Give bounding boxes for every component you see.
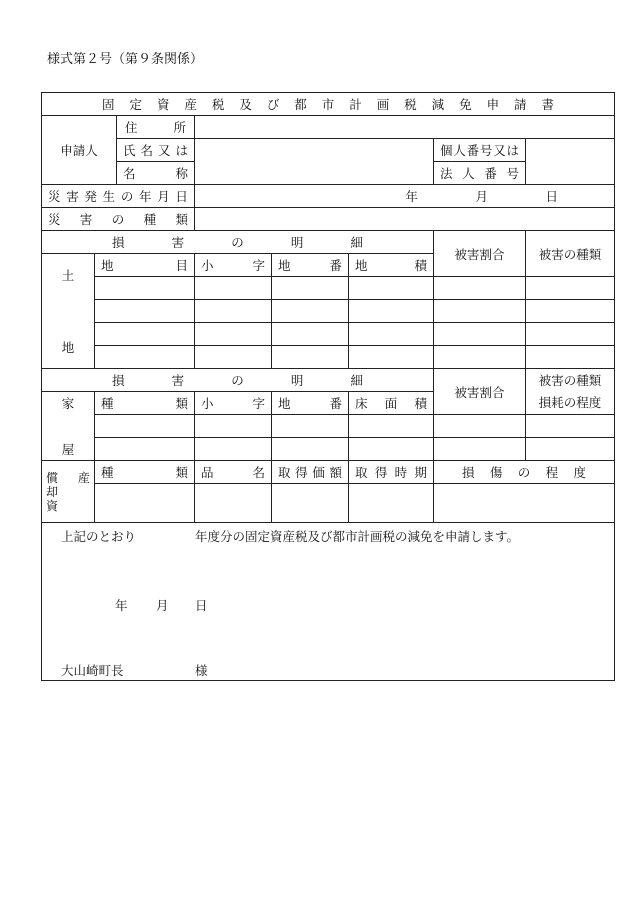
label-char: 減 [431,97,445,112]
label-char: 害 [171,373,185,388]
house-ratio-header: 被害割合 [434,369,526,415]
depreciable-cell[interactable] [272,484,349,523]
depreciable-col-shurui-text [95,463,194,481]
house-char-1: 家 [61,396,75,411]
label-char: び [266,97,280,112]
label-char: 床 [355,396,368,411]
house-col-yukamenseki-text [349,394,433,412]
label-char: 害 [79,212,93,227]
name-label-cell-1 [117,139,195,162]
label-char: 及 [239,97,252,112]
applicant-label: 申請人 [42,116,117,185]
land-col-koaza-text [195,256,271,274]
label-char: 期 [414,465,427,480]
address-label [117,118,194,136]
depreciable-section-text [42,469,94,515]
house-cell[interactable] [349,415,434,438]
label-char: 災 [48,189,61,204]
land-cell[interactable] [526,300,615,323]
label-char: 名 [252,465,265,480]
label-char: 市 [321,97,335,112]
house-type-header-stack [526,369,614,414]
land-cell[interactable] [349,323,434,346]
house-cell[interactable] [526,415,615,438]
house-detail-header-cell [42,369,434,392]
id-number-field[interactable] [526,139,615,185]
land-cell[interactable] [526,346,615,369]
house-section-label [42,392,95,461]
land-cell[interactable] [349,300,434,323]
label-char: 個 [440,143,453,158]
label-char: 画 [376,97,390,112]
house-cell[interactable] [95,438,195,461]
label-char: 額 [329,465,342,480]
depreciable-cell[interactable] [195,484,272,523]
house-col-shurui-text [95,394,194,412]
house-cell[interactable] [434,438,526,461]
addressee: 大山崎町長 [61,663,124,678]
house-col-chiban-text [272,394,348,412]
depreciable-char-4: 資 [46,498,59,513]
declaration-row [42,523,615,681]
declaration-block [42,523,614,680]
land-cell[interactable] [272,323,349,346]
label-char: 損 [112,373,125,388]
label-char: 人 [453,143,466,158]
house-col-yukamenseki [349,392,434,415]
label-char: 番 [329,396,342,411]
land-cell[interactable] [526,323,615,346]
disaster-date-label-cell [42,185,195,208]
label-char: 字 [252,258,265,273]
house-col-koaza-text [195,394,271,412]
label-char: 細 [350,235,363,250]
house-cell[interactable] [195,438,272,461]
house-cell[interactable] [272,438,349,461]
depreciable-col-time [349,461,434,484]
label-char: 産 [184,97,197,112]
id-label-cell-1 [434,139,526,162]
land-section-label [42,254,95,369]
label-char: 明 [290,235,304,250]
year-unit: 年 [405,189,419,204]
label-char: 又 [157,143,171,158]
depreciable-col-degree [434,461,615,484]
land-col-chimoku [95,254,195,277]
label-char: 程 [545,465,559,480]
land-cell[interactable] [434,277,526,300]
label-char: 面 [384,396,398,411]
depreciable-char-3: 却 [46,484,59,499]
label-char: 番 [466,143,480,158]
label-char: の [231,373,244,388]
label-char: 書 [541,97,555,112]
label-char: 称 [175,166,188,181]
land-header-row [42,231,615,254]
land-cell[interactable] [272,346,349,369]
house-cell[interactable] [95,415,195,438]
depreciable-col-time-text [349,463,433,481]
label-char: 類 [175,465,188,480]
depreciable-section-label [42,461,95,523]
depreciable-char-1: 償 [46,470,59,485]
land-cell[interactable] [195,323,272,346]
land-char-2: 地 [61,340,75,355]
month-unit: 月 [475,189,489,204]
label-char: 又 [493,143,506,158]
land-type-header: 被害の種類 [526,231,615,277]
label-char: 税 [404,97,417,112]
house-cell[interactable] [526,438,615,461]
applicant-address-row [42,116,615,139]
label-char: の [120,189,134,204]
label-char: 傷 [489,465,503,480]
disaster-date-field[interactable] [195,185,615,208]
label-char: の [231,235,244,250]
land-char-1: 土 [61,268,75,283]
house-cell[interactable] [272,415,349,438]
house-cell[interactable] [434,415,526,438]
land-cell[interactable] [195,300,272,323]
land-cell[interactable] [272,300,349,323]
signature-year: 年 [115,598,128,613]
label-char: の [111,212,125,227]
label-char: 免 [459,97,472,112]
house-char-2: 屋 [61,442,75,457]
signature-month: 月 [156,598,169,613]
label-char: 番 [329,258,342,273]
house-cell[interactable] [349,438,434,461]
land-col-chiseki [349,254,434,277]
label-char: 名 [123,166,136,181]
label-char: 価 [312,465,325,480]
depreciable-col-shurui [95,461,195,484]
label-char: 損 [462,465,475,480]
label-char: 固 [102,97,115,112]
name-label-cell-2 [117,162,195,185]
label-char: 生 [102,189,116,204]
label-char: 請 [514,97,527,112]
label-char: 細 [350,373,363,388]
label-char: 得 [374,465,388,480]
depreciable-col-hinmei [195,461,272,484]
land-entry-row [42,300,615,323]
label-char: 害 [66,189,79,204]
land-cell[interactable] [95,346,195,369]
label-char: 度 [573,465,587,480]
label-char: 災 [48,212,61,227]
land-cell[interactable] [526,277,615,300]
disaster-date-row [42,185,615,208]
name-label-1 [117,141,194,159]
land-detail-header [42,233,433,251]
label-char: 計 [349,97,362,112]
declaration-cell [42,523,615,681]
label-char: 種 [143,212,157,227]
day-unit: 日 [545,189,559,204]
label-char: は [506,143,519,158]
form-number-caption: 様式第２号（第９条関係） [47,52,204,67]
house-col-shurui [95,392,195,415]
depreciable-cell[interactable] [349,484,434,523]
house-col-koaza [195,392,272,415]
land-entry-row [42,277,615,300]
label-char: 税 [211,97,225,112]
label-char: 地 [278,396,291,411]
depreciable-col-price [272,461,349,484]
depreciable-char-2: 産 [77,470,90,485]
label-char: 地 [355,258,368,273]
label-char: 取 [355,465,368,480]
label-char: の [517,465,531,480]
signature-day: 日 [195,598,208,613]
depreciable-col-price-text [272,463,348,481]
label-char: 氏 [123,143,136,158]
depreciable-col-hinmei-text [195,463,271,481]
land-cell[interactable] [195,277,272,300]
label-char: 類 [175,396,188,411]
label-char: 資 [156,97,170,112]
label-char: 小 [201,396,214,411]
label-char: 取 [278,465,291,480]
depreciable-entry-row [42,484,615,523]
house-type-header-2: 損耗の程度 [538,394,602,410]
label-char: 号 [506,166,519,181]
house-entry-row [42,438,615,461]
label-char: 申 [486,97,500,112]
address-field[interactable] [195,116,615,139]
label-char: 積 [414,258,427,273]
land-cell[interactable] [195,346,272,369]
label-char: 時 [394,465,408,480]
house-type-header-1: 被害の種類 [538,372,602,388]
label-char: 法 [440,166,453,181]
label-char: 目 [175,258,188,273]
label-char: 字 [252,396,265,411]
disaster-date-units [195,187,614,205]
land-ratio-header: 被害割合 [434,231,526,277]
label-char: 番 [484,166,497,181]
house-detail-header [42,371,433,389]
label-char: 人 [462,166,475,181]
declaration-body: 年度分の固定資産税及び都市計画税の減免を申請します。 [195,529,520,544]
form-title-cell [42,93,615,116]
label-char: 発 [84,189,97,204]
label-char: 名 [140,143,153,158]
label-char: 種 [101,465,114,480]
id-label-cell-2 [434,162,526,185]
house-entry-row [42,415,615,438]
id-label-2 [434,164,525,182]
house-header-row [42,369,615,392]
land-detail-header-cell [42,231,434,254]
disaster-type-field[interactable] [195,208,615,231]
land-col-chiban [272,254,349,277]
label-char: は [175,143,188,158]
land-section-text [42,266,94,356]
label-char: 所 [173,120,186,135]
name-label-2 [117,164,194,182]
disaster-type-label-cell [42,208,195,231]
addressee-honorific: 様 [195,663,208,678]
land-cell[interactable] [95,277,195,300]
applicant-name-row-1 [42,139,615,162]
depreciable-cell[interactable] [95,484,195,523]
label-char: 定 [129,97,142,112]
depreciable-column-row [42,461,615,484]
land-entry-row [42,346,615,369]
land-col-chiban-text [272,256,348,274]
house-section-text [42,394,94,458]
land-col-chimoku-text [95,256,194,274]
depreciable-line-1 [46,471,90,485]
depreciable-col-degree-text [434,463,614,481]
land-cell[interactable] [272,277,349,300]
title-row [42,93,615,116]
reduction-application-table [41,92,615,681]
land-col-koaza [195,254,272,277]
form-title [42,95,614,113]
land-cell[interactable] [349,277,434,300]
label-char: 小 [201,258,214,273]
label-char: 種 [101,396,114,411]
id-label-1 [434,141,525,159]
house-cell[interactable] [195,415,272,438]
label-char: 年 [139,189,152,204]
label-char: 都 [294,97,307,112]
house-type-header [526,369,615,415]
land-cell[interactable] [95,323,195,346]
label-char: 害 [171,235,185,250]
label-char: 日 [175,189,188,204]
disaster-type-row [42,208,615,231]
land-cell[interactable] [349,346,434,369]
disaster-date-label [42,187,194,205]
label-char: 類 [175,212,188,227]
label-char: 地 [101,258,114,273]
label-char: 損 [112,235,125,250]
name-field[interactable] [195,139,434,185]
label-char: 得 [295,465,308,480]
land-cell[interactable] [434,323,526,346]
label-char: 地 [278,258,291,273]
label-char: 月 [157,189,170,204]
label-char: 明 [290,373,304,388]
house-col-chiban [272,392,349,415]
land-col-chiseki-text [349,256,433,274]
land-cell[interactable] [434,300,526,323]
land-entry-row [42,323,615,346]
label-char: 号 [479,143,493,158]
label-char: 品 [201,465,214,480]
disaster-type-label [42,210,194,228]
declaration-prefix: 上記のとおり [61,529,137,544]
label-char: 住 [125,120,138,135]
depreciable-cell[interactable] [434,484,615,523]
address-label-cell [117,116,195,139]
label-char: 積 [414,396,427,411]
land-cell[interactable] [434,346,526,369]
land-cell[interactable] [95,300,195,323]
